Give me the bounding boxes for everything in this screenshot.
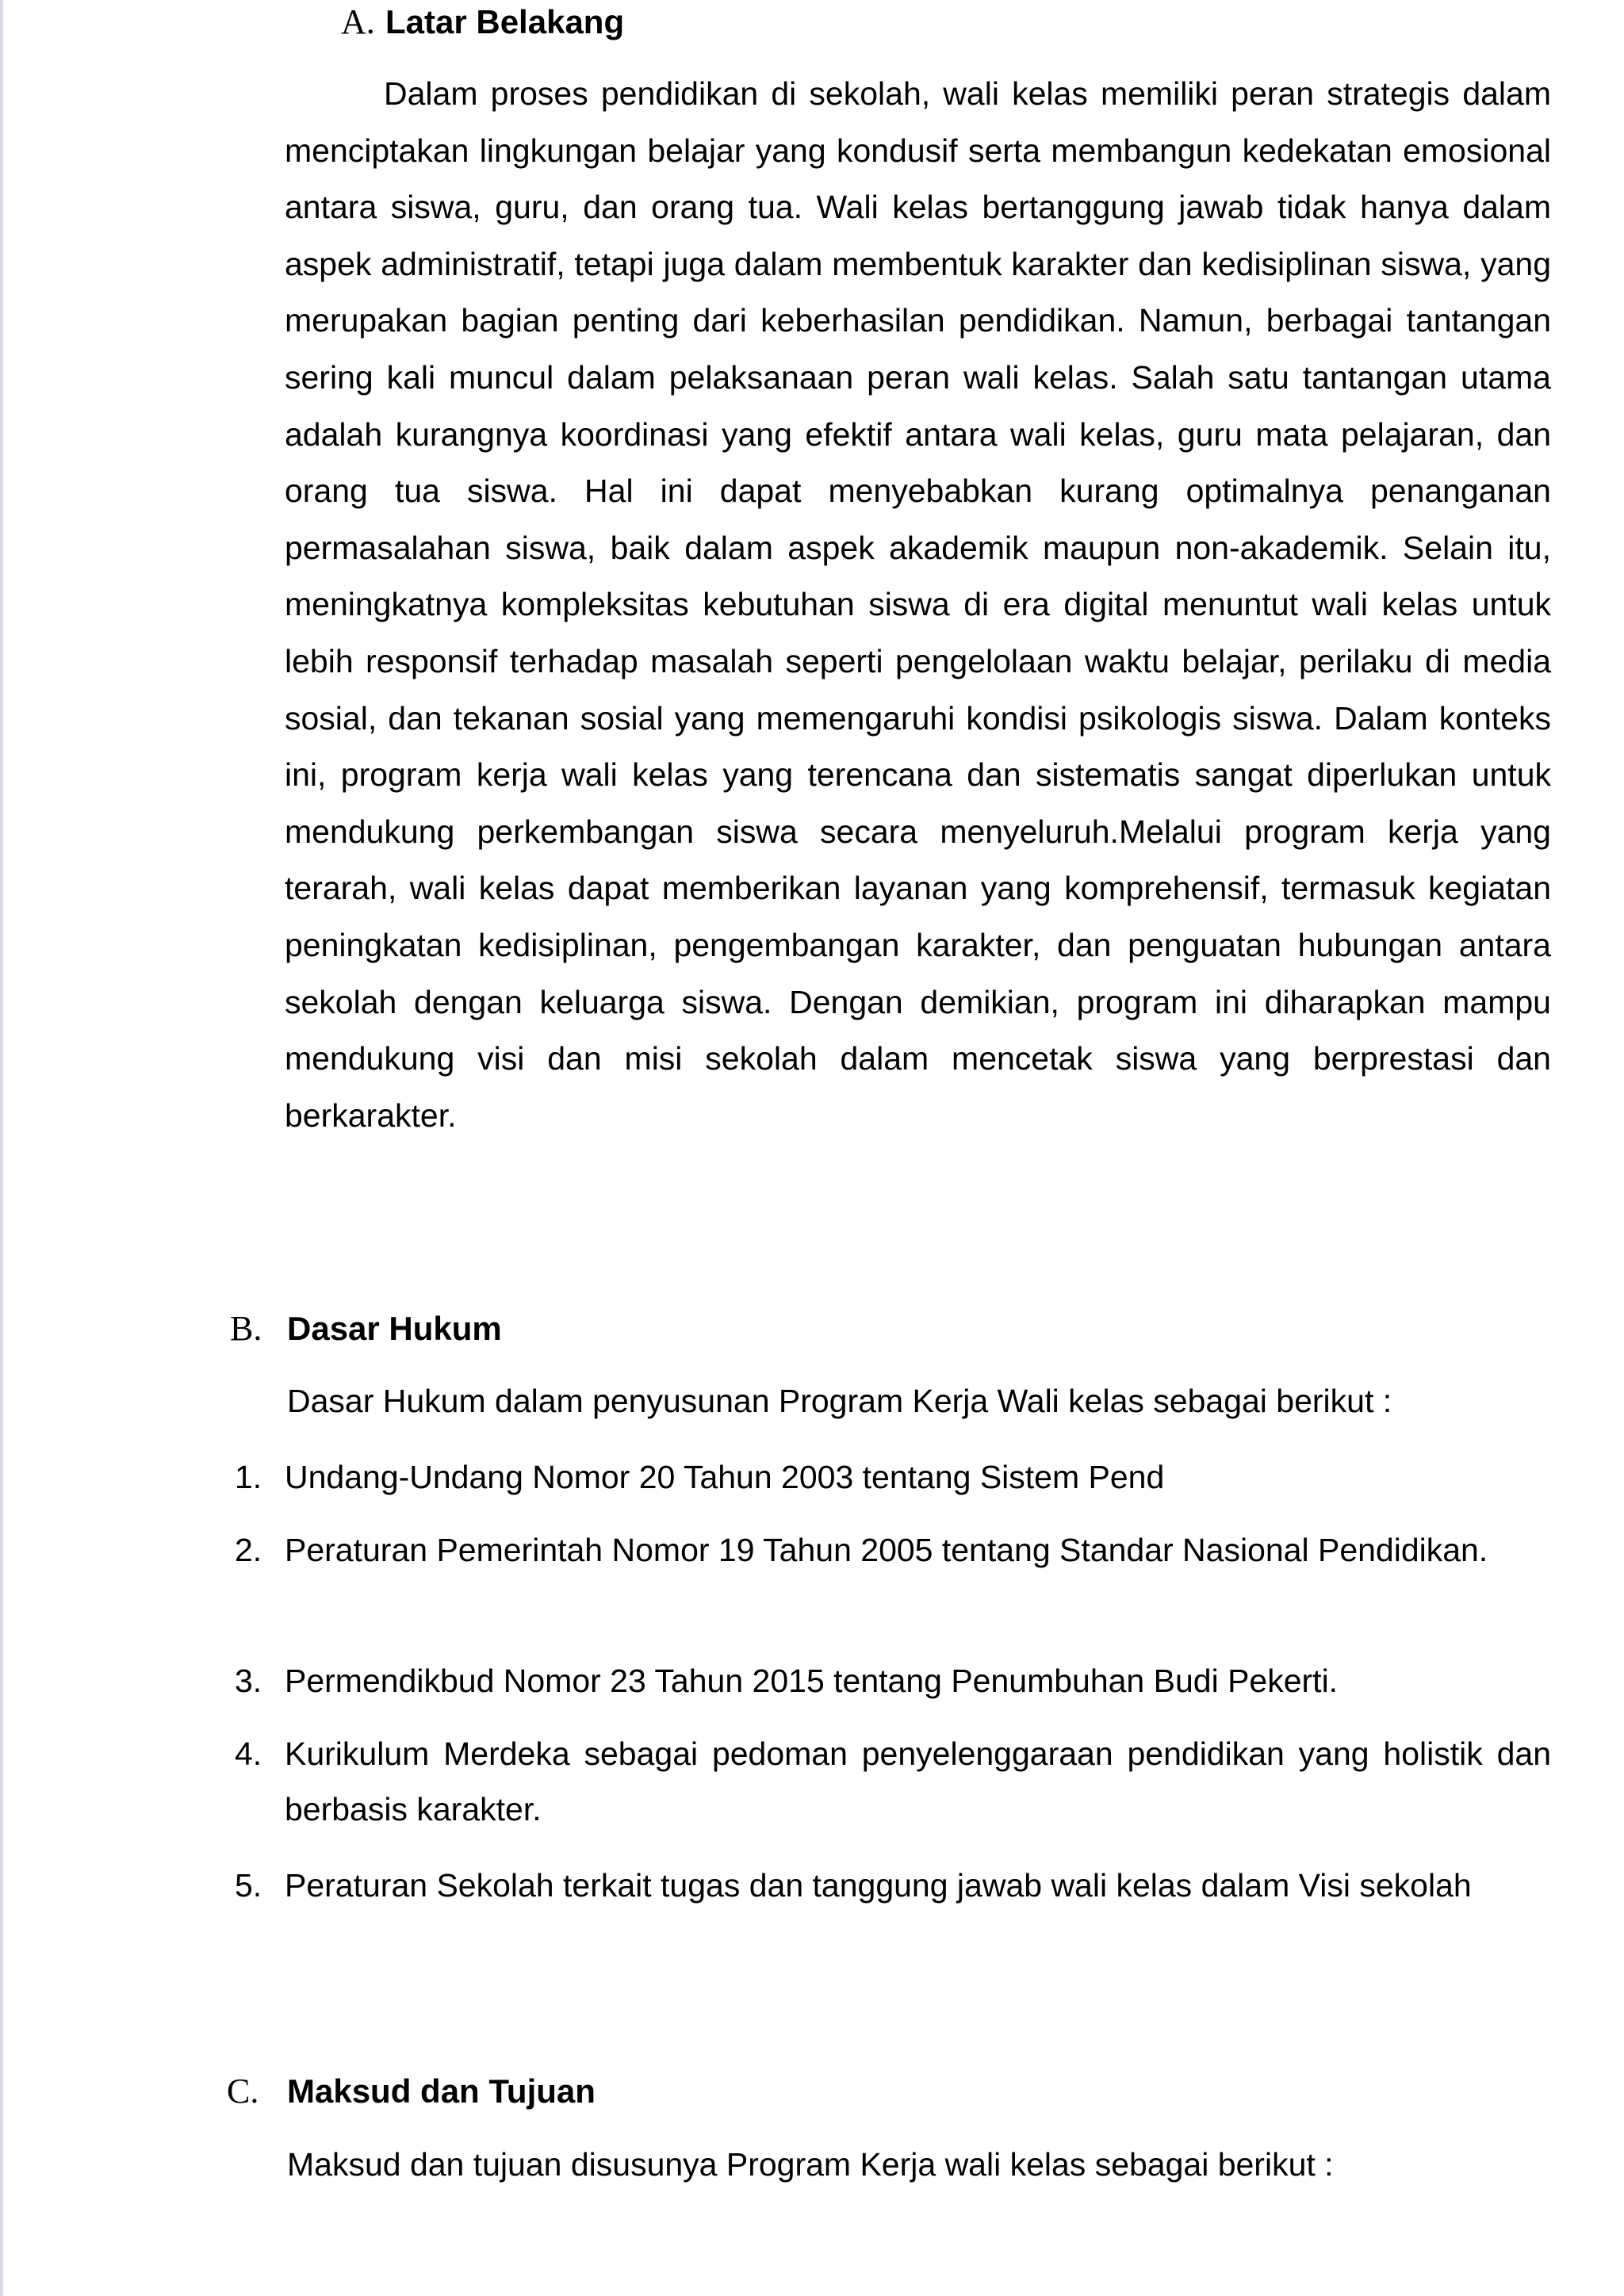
section-a-paragraph: Dalam proses pendidikan di sekolah, wali kelas memiliki peran strategis dalam menciptakan lingkungan belajar yang kondusif serta membangun kedekatan emosional antara siswa, guru, dan orang tua. Wali kelas bertanggung jawab tidak hanya dalam aspek administratif, tetapi juga dalam membentuk karakter dan kedisiplinan siswa, yang merupakan bagian penting dari keberhasilan pendidikan. Namun, berbagai tantangan sering kali muncul dalam pelaksanaan peran wali kelas. Salah satu tantangan utama adalah kurangnya koordinasi yang efektif antara wali kelas, guru mata pelajaran, dan orang tua siswa. Hal ini dapat menyebabkan kurang optimalnya penanganan permasalahan siswa, baik dalam aspek akademik maupun non-akademik. Selain itu, meningkatnya kompleksitas kebutuhan siswa di era digital menuntut wali kelas untuk lebih responsif terhadap masalah seperti pengelolaan waktu belajar, perilaku di media sosial, dan tekanan sosial yang memengaruhi kondisi psikologis siswa. Dalam konteks ini, program kerja wali kelas yang terencana dan sistematis sangat diperlukan untuk mendukung perkembangan siswa secara menyeluruh.Melalui program kerja yang terarah, wali kelas dapat memberikan layanan yang komprehensif, termasuk kegiatan peningkatan kedisiplinan, pengembangan karakter, dan penguatan hubungan antara sekolah dengan keluarga siswa. Dengan demikian, program ini diharapkan mampu mendukung visi dan misi sekolah dalam mencetak siswa yang berprestasi dan berkarakter. (285, 75, 1551, 1134)
law-item-1-text: Undang-Undang Nomor 20 Tahun 2003 tentang Sistem Pend (285, 1459, 1165, 1495)
section-b-marker: B. (230, 1309, 262, 1348)
section-a-title: Latar Belakang (385, 3, 625, 40)
law-item-4-text: Kurikulum Merdeka sebagai pedoman penyelenggaraan pendidikan yang holistik dan berbasis karakter. (285, 1735, 1551, 1827)
law-item-5-number: 5. (235, 1867, 262, 1904)
law-item-2-number: 2. (235, 1532, 262, 1568)
section-c-intro: Maksud dan tujuan disusunya Program Kerja wali kelas sebagai berikut : (287, 2146, 1334, 2183)
law-item-5-text: Peraturan Sekolah terkait tugas dan tanggung jawab wali kelas dalam Visi sekolah (285, 1867, 1472, 1904)
law-item-3-text: Permendikbud Nomor 23 Tahun 2015 tentang Penumbuhan Budi Pekerti. (285, 1663, 1339, 1699)
section-b-title: Dasar Hukum (287, 1310, 502, 1347)
law-item-2-text: Peraturan Pemerintah Nomor 19 Tahun 2005 tentang Standar Nasional Pendidikan. (285, 1532, 1488, 1568)
law-item-3-number: 3. (235, 1663, 262, 1699)
section-b-intro: Dasar Hukum dalam penyusunan Program Kerja Wali kelas sebagai berikut : (287, 1383, 1392, 1419)
law-item-4-number: 4. (235, 1735, 262, 1772)
law-item-1-number: 1. (235, 1459, 262, 1495)
section-a-marker: A. (341, 2, 375, 41)
section-c-marker: C. (227, 2072, 259, 2110)
section-c-title: Maksud dan Tujuan (287, 2072, 596, 2110)
